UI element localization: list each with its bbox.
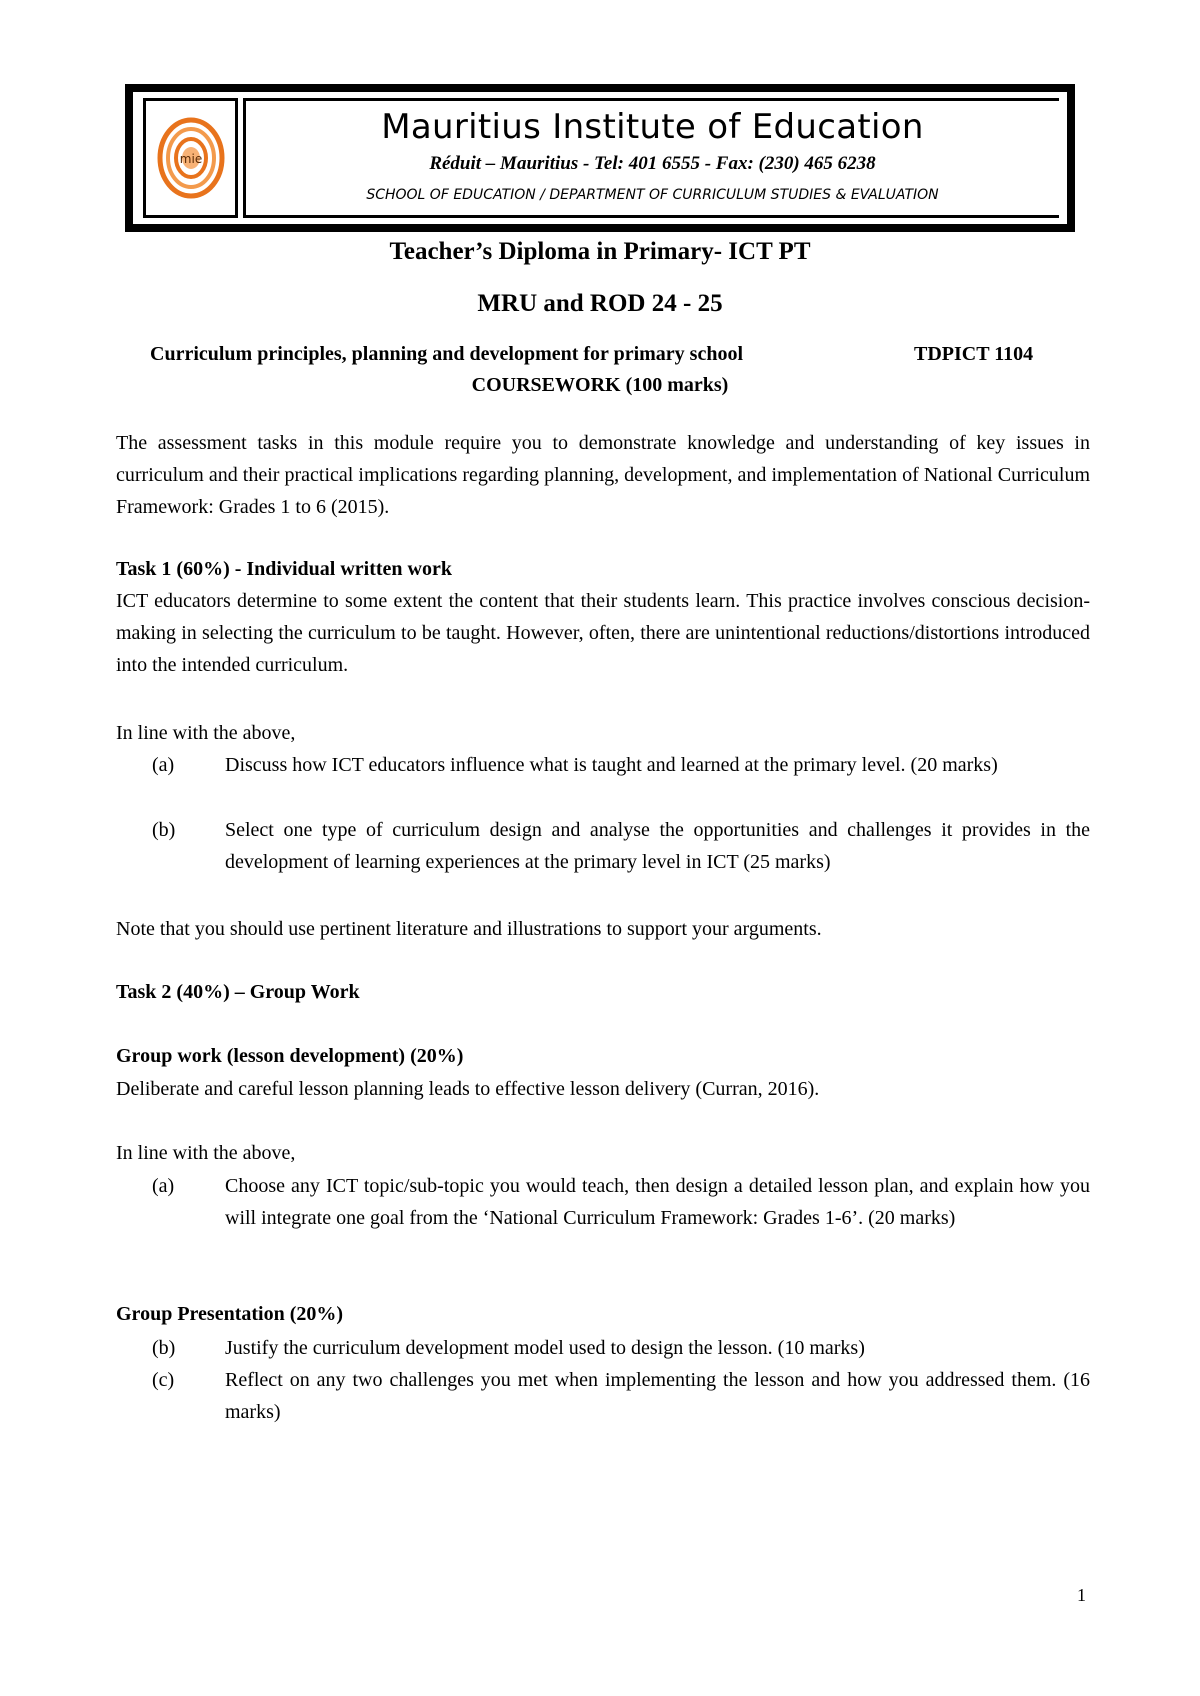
programme-title: Teacher’s Diploma in Primary- ICT PT xyxy=(389,238,811,265)
item-text: Choose any ICT topic/sub-topic you would teach, then design a detailed lesson plan, and explain how you will integrate one goal from the ‘National Curriculum Framework: Grades 1-6’. (20 marks) xyxy=(225,1175,1090,1229)
item-text: Justify the curriculum development model used to design the lesson. (10 marks) xyxy=(225,1337,865,1359)
course-name: Curriculum principles, planning and development for primary school xyxy=(150,343,744,365)
mie-logo-icon xyxy=(156,116,226,200)
item-label: (a) xyxy=(152,1175,175,1197)
intro-paragraph: The assessment tasks in this module require you to demonstrate knowledge and understanding of key issues in curriculum and their practical implications regarding planning, development, and implementation of National Curriculum Framework: Grades 1 to 6 (2015). xyxy=(116,432,1090,518)
item-label: (a) xyxy=(152,754,175,776)
logo-frame xyxy=(143,98,238,218)
item-label: (b) xyxy=(152,819,176,841)
task2-heading: Task 2 (40%) – Group Work xyxy=(116,981,360,1003)
item-text: Reflect on any two challenges you met when implementing the lesson and how you addressed them. (16 marks) xyxy=(225,1369,1090,1423)
institution-info xyxy=(243,98,1059,218)
course-code: TDPICT 1104 xyxy=(914,343,1034,365)
task1-heading: Task 1 (60%) - Individual written work xyxy=(116,558,452,580)
item-text: Discuss how ICT educators influence what is taught and learned at the primary level. (20 marks) xyxy=(225,754,998,776)
task1-lead-in: In line with the above, xyxy=(116,722,296,744)
task1-body: ICT educators determine to some extent the content that their students learn. This practice involves conscious decision-making in selecting the curriculum to be taught. However, often, there are unintentional reductions/distortions introduced into the intended curriculum. xyxy=(116,590,1090,676)
department-line: SCHOOL OF EDUCATION / DEPARTMENT OF CURRICULUM STUDIES & EVALUATION xyxy=(366,187,939,203)
item-label: (b) xyxy=(152,1337,176,1359)
task2-lead-in: In line with the above, xyxy=(116,1142,296,1164)
lesson-heading: Group work (lesson development) (20%) xyxy=(116,1045,464,1067)
coursework-title: COURSEWORK (100 marks) xyxy=(471,374,729,396)
task1-note: Note that you should use pertinent literature and illustrations to support your arguments. xyxy=(116,918,822,940)
item-label: (c) xyxy=(152,1369,175,1391)
institution-name: Mauritius Institute of Education xyxy=(381,107,924,147)
institution-header xyxy=(125,84,1075,232)
lesson-body: Deliberate and careful lesson planning leads to effective lesson delivery (Curran, 2016). xyxy=(116,1078,820,1100)
presentation-heading: Group Presentation (20%) xyxy=(116,1303,344,1325)
item-text: Select one type of curriculum design and analyse the opportunities and challenges it provides in the development of learning experiences at the primary level in ICT (25 marks) xyxy=(225,819,1090,873)
logo-text: mie xyxy=(179,152,202,166)
page-number: 1 xyxy=(1077,1585,1086,1605)
cohort-title: MRU and ROD 24 - 25 xyxy=(477,290,723,317)
institution-address: Réduit – Mauritius - Tel: 401 6555 - Fax: (230) 465 6238 xyxy=(429,153,876,174)
